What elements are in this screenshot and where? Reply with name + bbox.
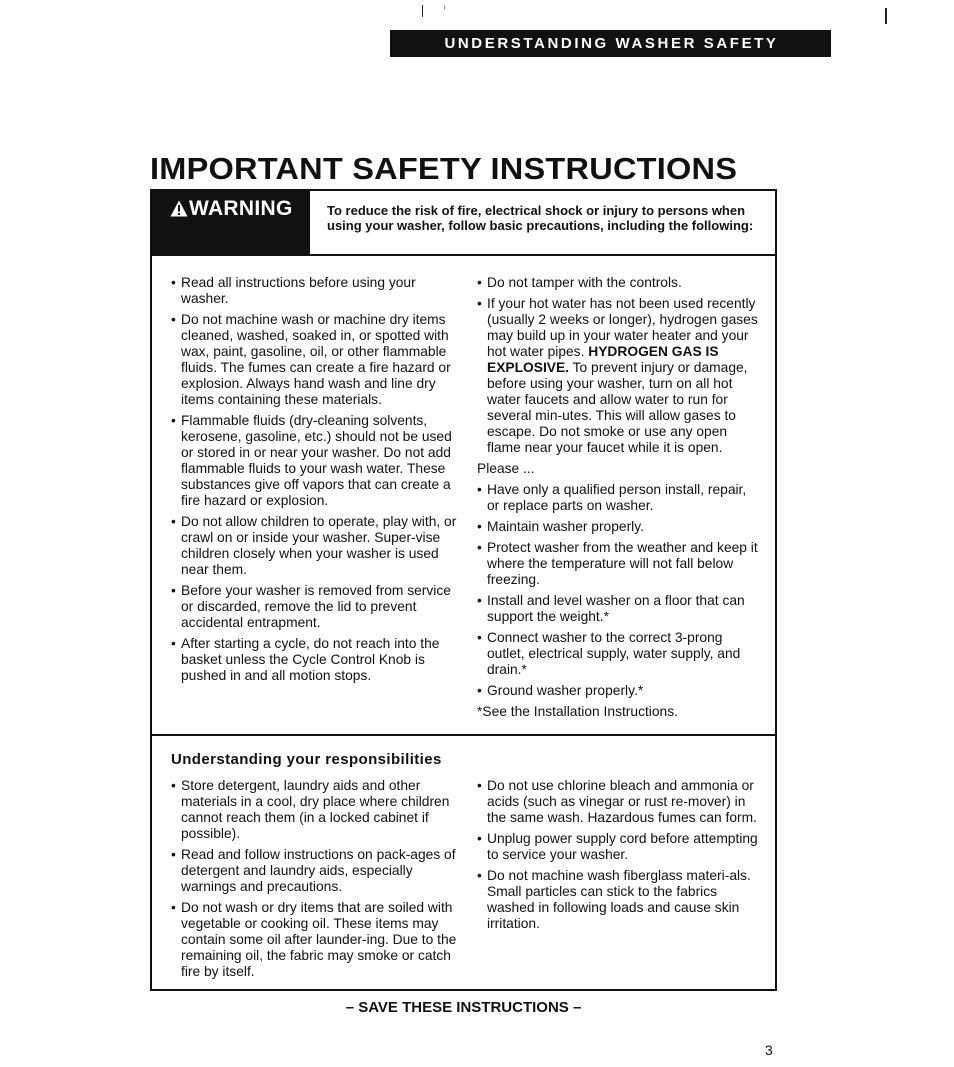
section-header-bar [390,30,831,57]
list-item: • Before your washer is removed from service or discarded, remove the lid to prevent accidental entrapment. [171,583,461,631]
hydrogen-text-before: If your hot water has not been used recently (usually 2 weeks or longer), hydrogen gases may build up in your water heater and your hot water pipes. [487,296,758,359]
list-item: • Maintain washer properly. [477,519,762,535]
list-item: • Flammable fluids (dry-cleaning solvents, kerosene, gasoline, etc.) should not be used or stored in or near your washer. Do not add flammable fluids to your wash water. These substances give off vapors that can create a fire hazard or explosion. [171,413,461,509]
warning-text: To reduce the risk of fire, electrical shock or injury to persons when using your washer, follow basic precautions, including the following: [327,203,754,233]
list-item: • After starting a cycle, do not reach into the basket unless the Cycle Control Knob is pushed in and all motion stops. [171,636,461,684]
responsibilities-left-column [171,778,461,985]
list-item: • Unplug power supply cord before attempting to service your washer. [477,831,762,863]
section-header-text: UNDERSTANDING WASHER SAFETY [444,35,779,52]
warning-triangle-icon [170,200,188,217]
save-instructions-text: – SAVE THESE INSTRUCTIONS – [345,999,582,1016]
list-item: • Ground washer properly.* [477,683,762,699]
warning-word: WARNING [189,197,293,220]
list-item: • Do not tamper with the controls. [477,275,762,291]
responsibilities-right-column [477,778,762,937]
list-item: • Have only a qualified person install, repair, or replace parts on washer. [477,482,762,514]
list-item: • Do not allow children to operate, play with, or crawl on or inside your washer. Super-vise children closely when your washer is used near them. [171,514,461,578]
list-item: • Store detergent, laundry aids and other materials in a cool, dry place where children cannot reach them (in a locked cabinet if possible). [171,778,461,842]
page-title: IMPORTANT SAFETY INSTRUCTIONS [150,151,738,186]
hydrogen-warning-item [477,296,762,456]
scan-mark [444,5,445,10]
responsibilities-heading: Understanding your responsibilities [171,751,442,768]
list-item: • Install and level washer on a floor that can support the weight.* [477,593,762,625]
hydrogen-explosive-text: HYDROGEN GAS IS EXPLOSIVE. [487,344,719,375]
page-number: 3 [765,1042,773,1058]
list-item: • Do not wash or dry items that are soiled with vegetable or cooking oil. These items may contain some oil after launder-ing. Due to the remaining oil, the fabric may smoke or catch fire by itself. [171,900,461,980]
hydrogen-text-after: To prevent injury or damage, before using your washer, turn on all hot water faucets and allow water to run for several min-utes. This will allow gases to escape. Do not smoke or use any open flame near your faucet while it is open. [487,360,748,455]
list-item: • Read all instructions before using your washer. [171,275,461,307]
scan-mark [885,8,887,24]
left-column [171,275,461,689]
right-column [477,275,762,725]
list-item: • Read and follow instructions on pack-ages of detergent and laundry aids, especially warnings and precautions. [171,847,461,895]
scan-mark [422,5,423,17]
list-item: • Protect washer from the weather and keep it where the temperature will not fall below freezing. [477,540,762,588]
list-item: • Do not machine wash or machine dry items cleaned, washed, soaked in, or spotted with wax, paint, gasoline, oil, or other flammable fluids. The fumes can create a fire hazard or explosion. Always hand wash and line dry items containing these materials. [171,312,461,408]
list-item: • Connect washer to the correct 3-prong outlet, electrical supply, water supply, and drain.* [477,630,762,678]
please-text: Please ... [477,461,535,476]
warning-label [150,189,310,254]
list-item: • Do not machine wash fiberglass materi-als. Small particles can stick to the fabrics washed in following loads and cause skin irritation. [477,868,762,932]
list-item: • Do not use chlorine bleach and ammonia or acids (such as vinegar or rust re-mover) in the same wash. Hazardous fumes can form. [477,778,762,826]
installation-footnote: *See the Installation Instructions. [477,704,678,719]
